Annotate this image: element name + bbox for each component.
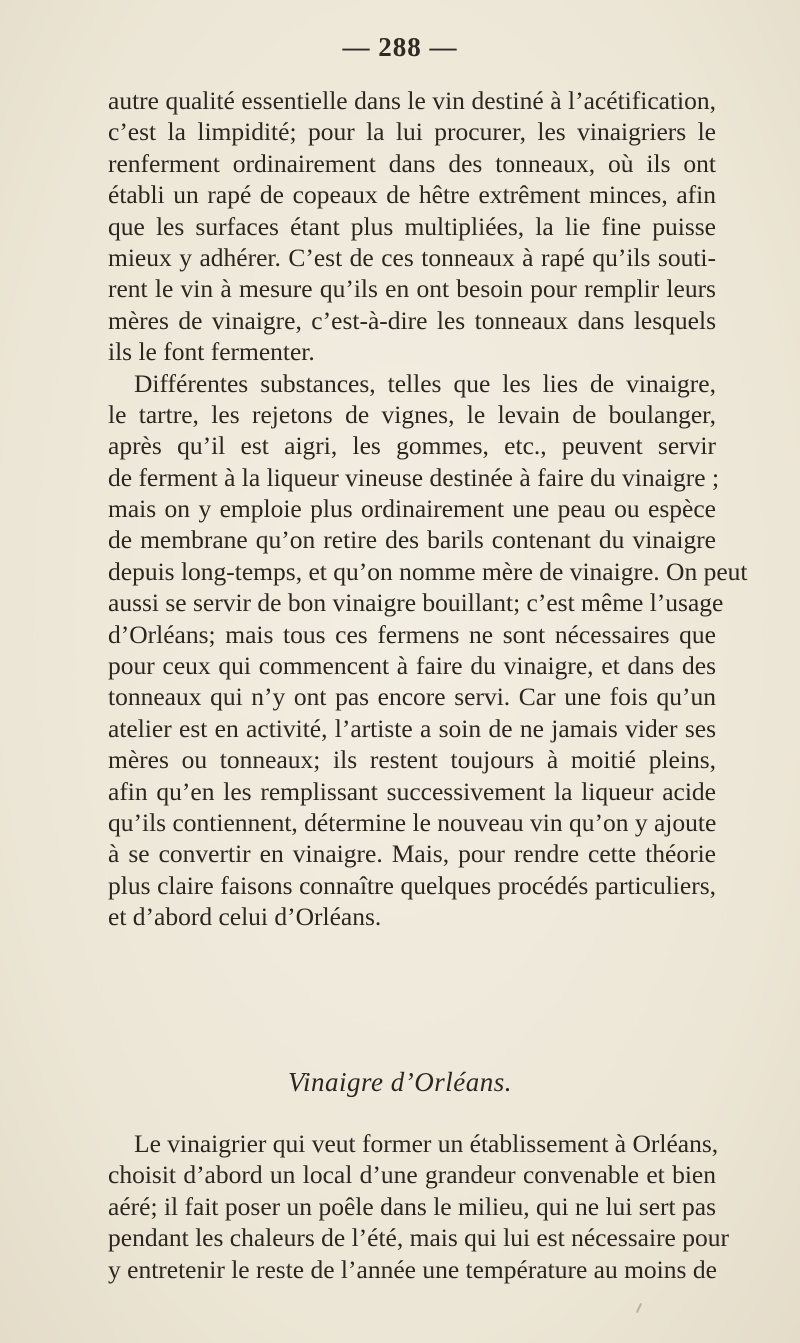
text-line: pendant les chaleurs de l’été, mais qui lui est nécessaire pour: [108, 1223, 729, 1253]
text-line: afin qu’en les remplissant successivement la liqueur acide: [108, 776, 716, 806]
body-text-block-2: [108, 1128, 729, 1285]
text-line: d’Orléans; mais tous ces fermens ne sont nécessaires que: [108, 619, 716, 649]
text-line: atelier est en activité, l’artiste a soin de ne jamais vider ses: [108, 713, 716, 743]
text-line: Le vinaigrier qui veut former un établissement à Orléans,: [134, 1129, 719, 1158]
text-line: aussi se servir de bon vinaigre bouillant; c’est même l’usage: [108, 588, 724, 618]
text-line: Différentes substances, telles que les lies de vinaigre,: [134, 368, 716, 398]
text-line: tonneaux qui n’y ont pas encore servi. Car une fois qu’un: [108, 682, 716, 712]
text-line: mères ou tonneaux; ils restent toujours à moitié pleins,: [108, 745, 716, 775]
body-text-block: [108, 85, 748, 933]
text-line: pour ceux qui commencent à faire du vinaigre, et dans des: [108, 651, 716, 681]
text-line: qu’ils contiennent, détermine le nouveau vin qu’on y ajoute: [108, 807, 717, 837]
text-line: depuis long-temps, et qu’on nomme mère de vinaigre. On peut: [108, 556, 748, 586]
text-line: le tartre, les rejetons de vignes, le levain de boulanger,: [108, 399, 716, 429]
text-line: de ferment à la liqueur vineuse destinée à faire du vinaigre ;: [108, 462, 720, 492]
section-heading: Vinaigre d’Orléans.: [288, 1067, 512, 1097]
text-line: autre qualité essentielle dans le vin destiné à l’acétification,: [108, 86, 716, 115]
text-line: c’est la limpidité; pour la lui procurer, les vinaigriers le: [108, 117, 716, 147]
page-number-header: — 288 —: [342, 32, 458, 62]
text-line: après qu’il est aigri, les gommes, etc., peuvent servir: [108, 431, 716, 461]
text-line: de membrane qu’on retire des barils contenant du vinaigre: [108, 525, 716, 555]
text-line: choisit d’abord un local d’une grandeur convenable et bien: [108, 1160, 716, 1190]
text-line: rent le vin à mesure qu’ils en ont besoin pour remplir leurs: [108, 274, 716, 304]
text-line: à se convertir en vinaigre. Mais, pour rendre cette théorie: [108, 839, 716, 869]
text-line: et d’abord celui d’Orléans.: [108, 902, 382, 932]
text-line: aéré; il fait poser un poêle dans le milieu, qui ne lui sert pas: [108, 1191, 716, 1221]
paper-mark: [636, 1303, 642, 1313]
text-line: mères de vinaigre, c’est-à-dire les tonneaux dans lesquels: [108, 305, 716, 335]
text-line: établi un rapé de copeaux de hêtre extrêment minces, afin: [108, 180, 716, 210]
text-line: ils le font fermenter.: [108, 337, 315, 367]
text-line: que les surfaces étant plus multipliées, la lie fine puisse: [108, 211, 716, 241]
text-line: mieux y adhérer. C’est de ces tonneaux à rapé qu’ils souti-: [108, 242, 716, 272]
text-line: mais on y emploie plus ordinairement une peau ou espèce: [108, 494, 716, 524]
text-line: plus claire faisons connaître quelques procédés particuliers,: [108, 870, 716, 900]
text-line: y entretenir le reste de l’année une température au moins de: [108, 1254, 717, 1284]
text-line: renferment ordinairement dans des tonneaux, où ils ont: [108, 148, 716, 178]
